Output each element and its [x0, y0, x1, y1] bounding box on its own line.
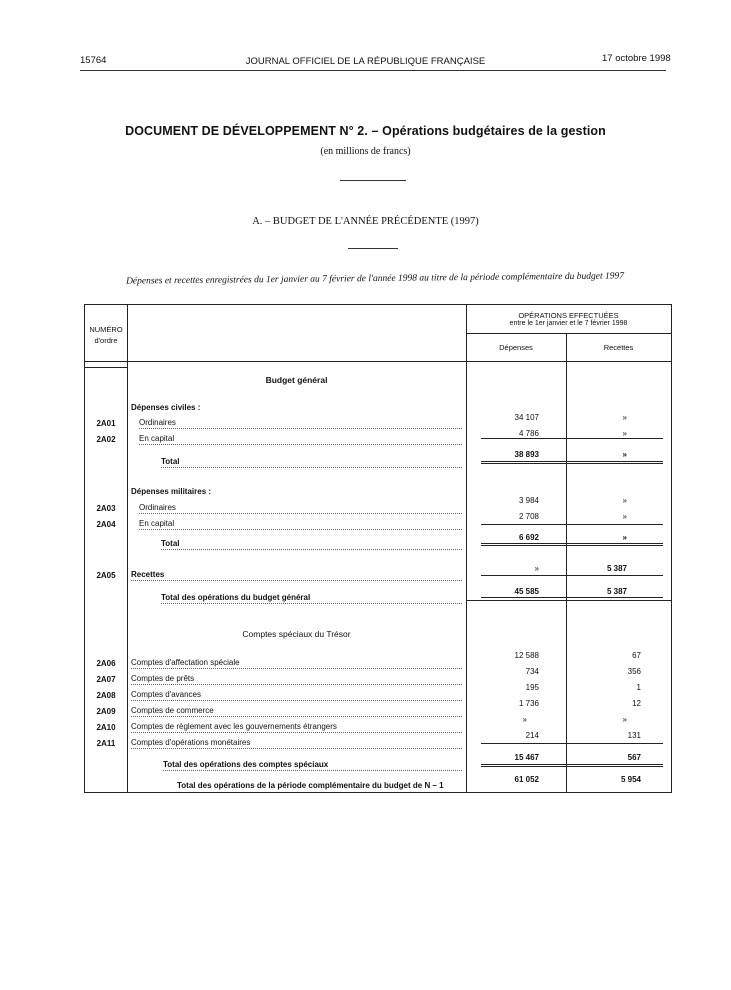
- cell-depenses-grand-total: 61 052: [514, 775, 539, 784]
- total-rule: [481, 543, 663, 544]
- cell-recettes: 5 387: [606, 564, 627, 573]
- heading-depenses-civiles: Dépenses civiles :: [131, 403, 201, 412]
- row-label: Comptes d'opérations monétaires: [131, 738, 462, 749]
- title-divider: [340, 180, 406, 181]
- cell-depenses-total: 38 893: [514, 450, 539, 459]
- heading-depenses-militaires: Dépenses militaires :: [131, 487, 212, 496]
- cell-depenses: 195: [525, 683, 539, 692]
- row-total-label: Total des opérations du budget général: [161, 593, 462, 604]
- cell-depenses: »: [534, 564, 539, 573]
- cell-recettes: »: [622, 496, 627, 505]
- heading-budget-general: Budget général: [265, 375, 328, 385]
- document-subtitle: (en millions de francs): [320, 146, 411, 157]
- cell-recettes: 131: [627, 731, 641, 740]
- header-subrule: [466, 333, 671, 334]
- row-label: Comptes de règlement avec les gouvernements étrangers: [131, 722, 462, 733]
- row-total-label: Total: [161, 457, 462, 468]
- journal-title: JOURNAL OFFICIEL DE LA RÉPUBLIQUE FRANÇAISE: [245, 56, 486, 67]
- total-rule: [481, 463, 663, 464]
- row-code: 2A03: [96, 504, 116, 513]
- cell-recettes: »: [622, 512, 627, 521]
- cell-recettes-total: »: [622, 533, 627, 542]
- cell-depenses: 1 736: [518, 699, 539, 708]
- row-code: 2A05: [96, 571, 116, 580]
- cell-recettes-total: 567: [627, 753, 641, 762]
- cell-recettes: »: [622, 413, 627, 422]
- row-label: Ordinaires: [139, 503, 462, 514]
- row-code: 2A09: [96, 707, 116, 716]
- row-label: En capital: [139, 434, 462, 445]
- row-code: 2A06: [96, 659, 116, 668]
- row-label: Ordinaires: [139, 418, 462, 429]
- row-label: En capital: [139, 519, 462, 530]
- col-header-operations-sub: entre le 1er janvier et le 7 février 1998: [509, 320, 628, 327]
- cell-depenses: 12 588: [514, 651, 539, 660]
- document-title: DOCUMENT DE DÉVELOPPEMENT N° 2. – Opérations budgétaires de la gestion: [125, 124, 606, 138]
- cell-recettes-total: »: [622, 450, 627, 459]
- cell-recettes: 67: [632, 651, 641, 660]
- cell-depenses-total: 15 467: [514, 753, 539, 762]
- header-rule: [80, 70, 666, 71]
- subtotal-rule: [481, 743, 663, 744]
- col-header-numero-sub: d'ordre: [94, 336, 118, 345]
- col-header-numero: NUMÉRO: [89, 325, 123, 334]
- col-header-depenses: Dépenses: [499, 343, 533, 352]
- cell-depenses: 4 786: [518, 429, 539, 438]
- section-heading: A. – BUDGET DE L'ANNÉE PRÉCÉDENTE (1997): [252, 216, 479, 227]
- cell-depenses: 34 107: [514, 413, 539, 422]
- cell-depenses-total: 6 692: [518, 533, 539, 542]
- cell-recettes: 356: [627, 667, 641, 676]
- total-rule: [481, 766, 663, 767]
- row-code: 2A01: [96, 419, 116, 428]
- page-number: 15764: [80, 55, 107, 66]
- row-total-label: Total: [161, 539, 462, 550]
- heading-comptes-speciaux: Comptes spéciaux du Trésor: [242, 629, 351, 639]
- numero-rule: [85, 367, 127, 368]
- journal-date: 17 octobre 1998: [602, 53, 671, 64]
- col-header-operations: OPÉRATIONS EFFECTUÉES: [518, 311, 619, 320]
- row-total-label: Total des opérations des comptes spéciaux: [163, 760, 462, 771]
- total-rule: [481, 764, 663, 765]
- cell-depenses: 734: [525, 667, 539, 676]
- subtotal-rule: [481, 524, 663, 525]
- header-bottom-rule: [85, 361, 671, 362]
- cell-depenses: 2 708: [518, 512, 539, 521]
- cell-recettes: 12: [632, 699, 641, 708]
- row-label: Comptes de commerce: [131, 706, 462, 717]
- cell-recettes: 1: [636, 683, 641, 692]
- row-label: Comptes d'avances: [131, 690, 462, 701]
- row-label: Recettes: [131, 570, 462, 581]
- section-separator: [466, 600, 671, 601]
- cell-depenses-total: 45 585: [514, 587, 539, 596]
- row-code: 2A11: [96, 739, 116, 748]
- row-code: 2A10: [96, 723, 116, 732]
- total-rule: [481, 461, 663, 462]
- section-divider: [348, 248, 398, 249]
- table-caption: Dépenses et recettes enregistrées du 1er janvier au 7 février de l'année 1998 au titre de la période complémentaire du budget 1997: [125, 271, 625, 287]
- subtotal-rule: [481, 438, 663, 439]
- total-rule: [481, 597, 663, 598]
- cell-depenses: 214: [525, 731, 539, 740]
- cell-depenses: »: [522, 715, 527, 724]
- cell-recettes: »: [622, 429, 627, 438]
- row-code: 2A07: [96, 675, 116, 684]
- row-code: 2A04: [96, 520, 116, 529]
- cell-depenses: 3 984: [518, 496, 539, 505]
- subtotal-rule: [481, 575, 663, 576]
- row-label: Comptes d'affectation spéciale: [131, 658, 462, 669]
- row-code: 2A08: [96, 691, 116, 700]
- cell-recettes: »: [622, 715, 627, 724]
- row-label: Comptes de prêts: [131, 674, 462, 685]
- row-code: 2A02: [96, 435, 116, 444]
- cell-recettes-total: 5 387: [606, 587, 627, 596]
- total-rule: [481, 545, 663, 546]
- grand-total-label: Total des opérations de la période complémentaire du budget de N – 1: [177, 781, 444, 790]
- cell-recettes-grand-total: 5 954: [620, 775, 641, 784]
- col-header-recettes: Recettes: [603, 343, 634, 352]
- budget-table: [84, 304, 672, 793]
